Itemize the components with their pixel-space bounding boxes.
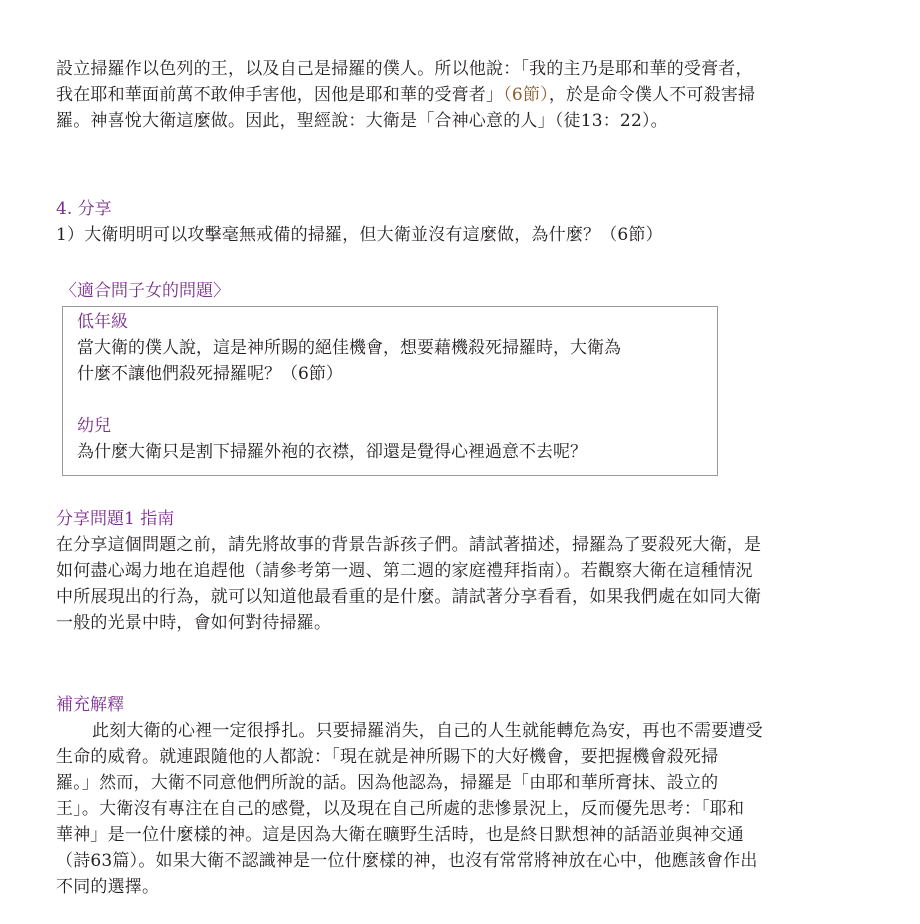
verse-reference: （6節） (503, 85, 549, 105)
intro-line-2 (56, 82, 866, 108)
guide-line-3: 中所展現出的行為，就可以知道他最看重的是什麼。請試著分享看看，如果我們處在如同大衛 (56, 587, 762, 607)
supplement-title: 補充解釋 (56, 695, 124, 715)
lower-grade-question-line-2: 什麼不讓他們殺死掃羅呢？（6節） (77, 364, 343, 384)
lower-grade-label: 低年級 (77, 312, 128, 332)
share-question-1: 1）大衛明明可以攻擊毫無戒備的掃羅，但大衛並沒有這麼做，為什麼？（6節） (56, 225, 663, 245)
guide-paragraph (56, 532, 866, 636)
supplement-line-6: （詩63篇）。如果大衛不認識神是一位什麼樣的神，也沒有常常將神放在心中，他應該會作出 (56, 851, 758, 871)
kids-questions-title: 〈適合問子女的問題〉 (60, 281, 230, 301)
supplement-paragraph (56, 718, 866, 900)
supplement-line-5: 華神」是一位什麼樣的神。這是因為大衛在曠野生活時，也是終日默想神的話語並與神交通 (56, 825, 744, 845)
intro-line-2-text-a: 我在耶和華面前萬不敢伸手害他，因他是耶和華的受膏者」 (56, 85, 504, 105)
toddler-question: 為什麼大衛只是割下掃羅外袍的衣襟，卻還是覺得心裡過意不去呢？ (77, 442, 587, 462)
supplement-line-3: 羅。」然而，大衛不同意他們所說的話。因為他認為，掃羅是「由耶和華所膏抹、設立的 (56, 773, 719, 793)
guide-title: 分享問題1 指南 (56, 509, 175, 529)
intro-paragraph (56, 56, 866, 134)
guide-line-2: 如何盡心竭力地在追趕他（請參考第一週、第二週的家庭禮拜指南）。若觀察大衛在這種情況 (56, 561, 753, 581)
supplement-line-2: 生命的威脅。就連跟隨他的人都說：「現在就是神所賜下的大好機會，要把握機會殺死掃 (56, 747, 719, 767)
supplement-line-4: 王」。大衛沒有專注在自己的感覺，以及現在自己所處的悲慘景況上，反而優先思考：「耶和 (56, 799, 745, 819)
lower-grade-question-line-1: 當大衛的僕人說，這是神所賜的絕佳機會，想要藉機殺死掃羅時，大衛為 (77, 338, 621, 358)
guide-line-1: 在分享這個問題之前，請先將故事的背景告訴孩子們。請試著描述，掃羅為了要殺死大衛，是 (56, 535, 762, 555)
intro-line-3: 羅。神喜悅大衛這麼做。因此，聖經說：大衛是「合神心意的人」（徒13：22）。 (56, 111, 668, 131)
kids-questions-box (62, 306, 718, 476)
section-4-title: 4. 分享 (56, 199, 112, 219)
supplement-line-1: 此刻大衛的心裡一定很掙扎。只要掃羅消失，自己的人生就能轉危為安，再也不需要遭受 (92, 721, 763, 741)
spacer (77, 387, 717, 413)
intro-line-1: 設立掃羅作以色列的王，以及自己是掃羅的僕人。所以他說：「我的主乃是耶和華的受膏者， (56, 59, 753, 79)
supplement-line-7: 不同的選擇。 (56, 877, 160, 897)
intro-line-2-text-b: ，於是命令僕人不可殺害掃 (548, 85, 756, 105)
toddler-label: 幼兒 (77, 416, 111, 436)
guide-line-4: 一般的光景中時，會如何對待掃羅。 (56, 613, 332, 633)
